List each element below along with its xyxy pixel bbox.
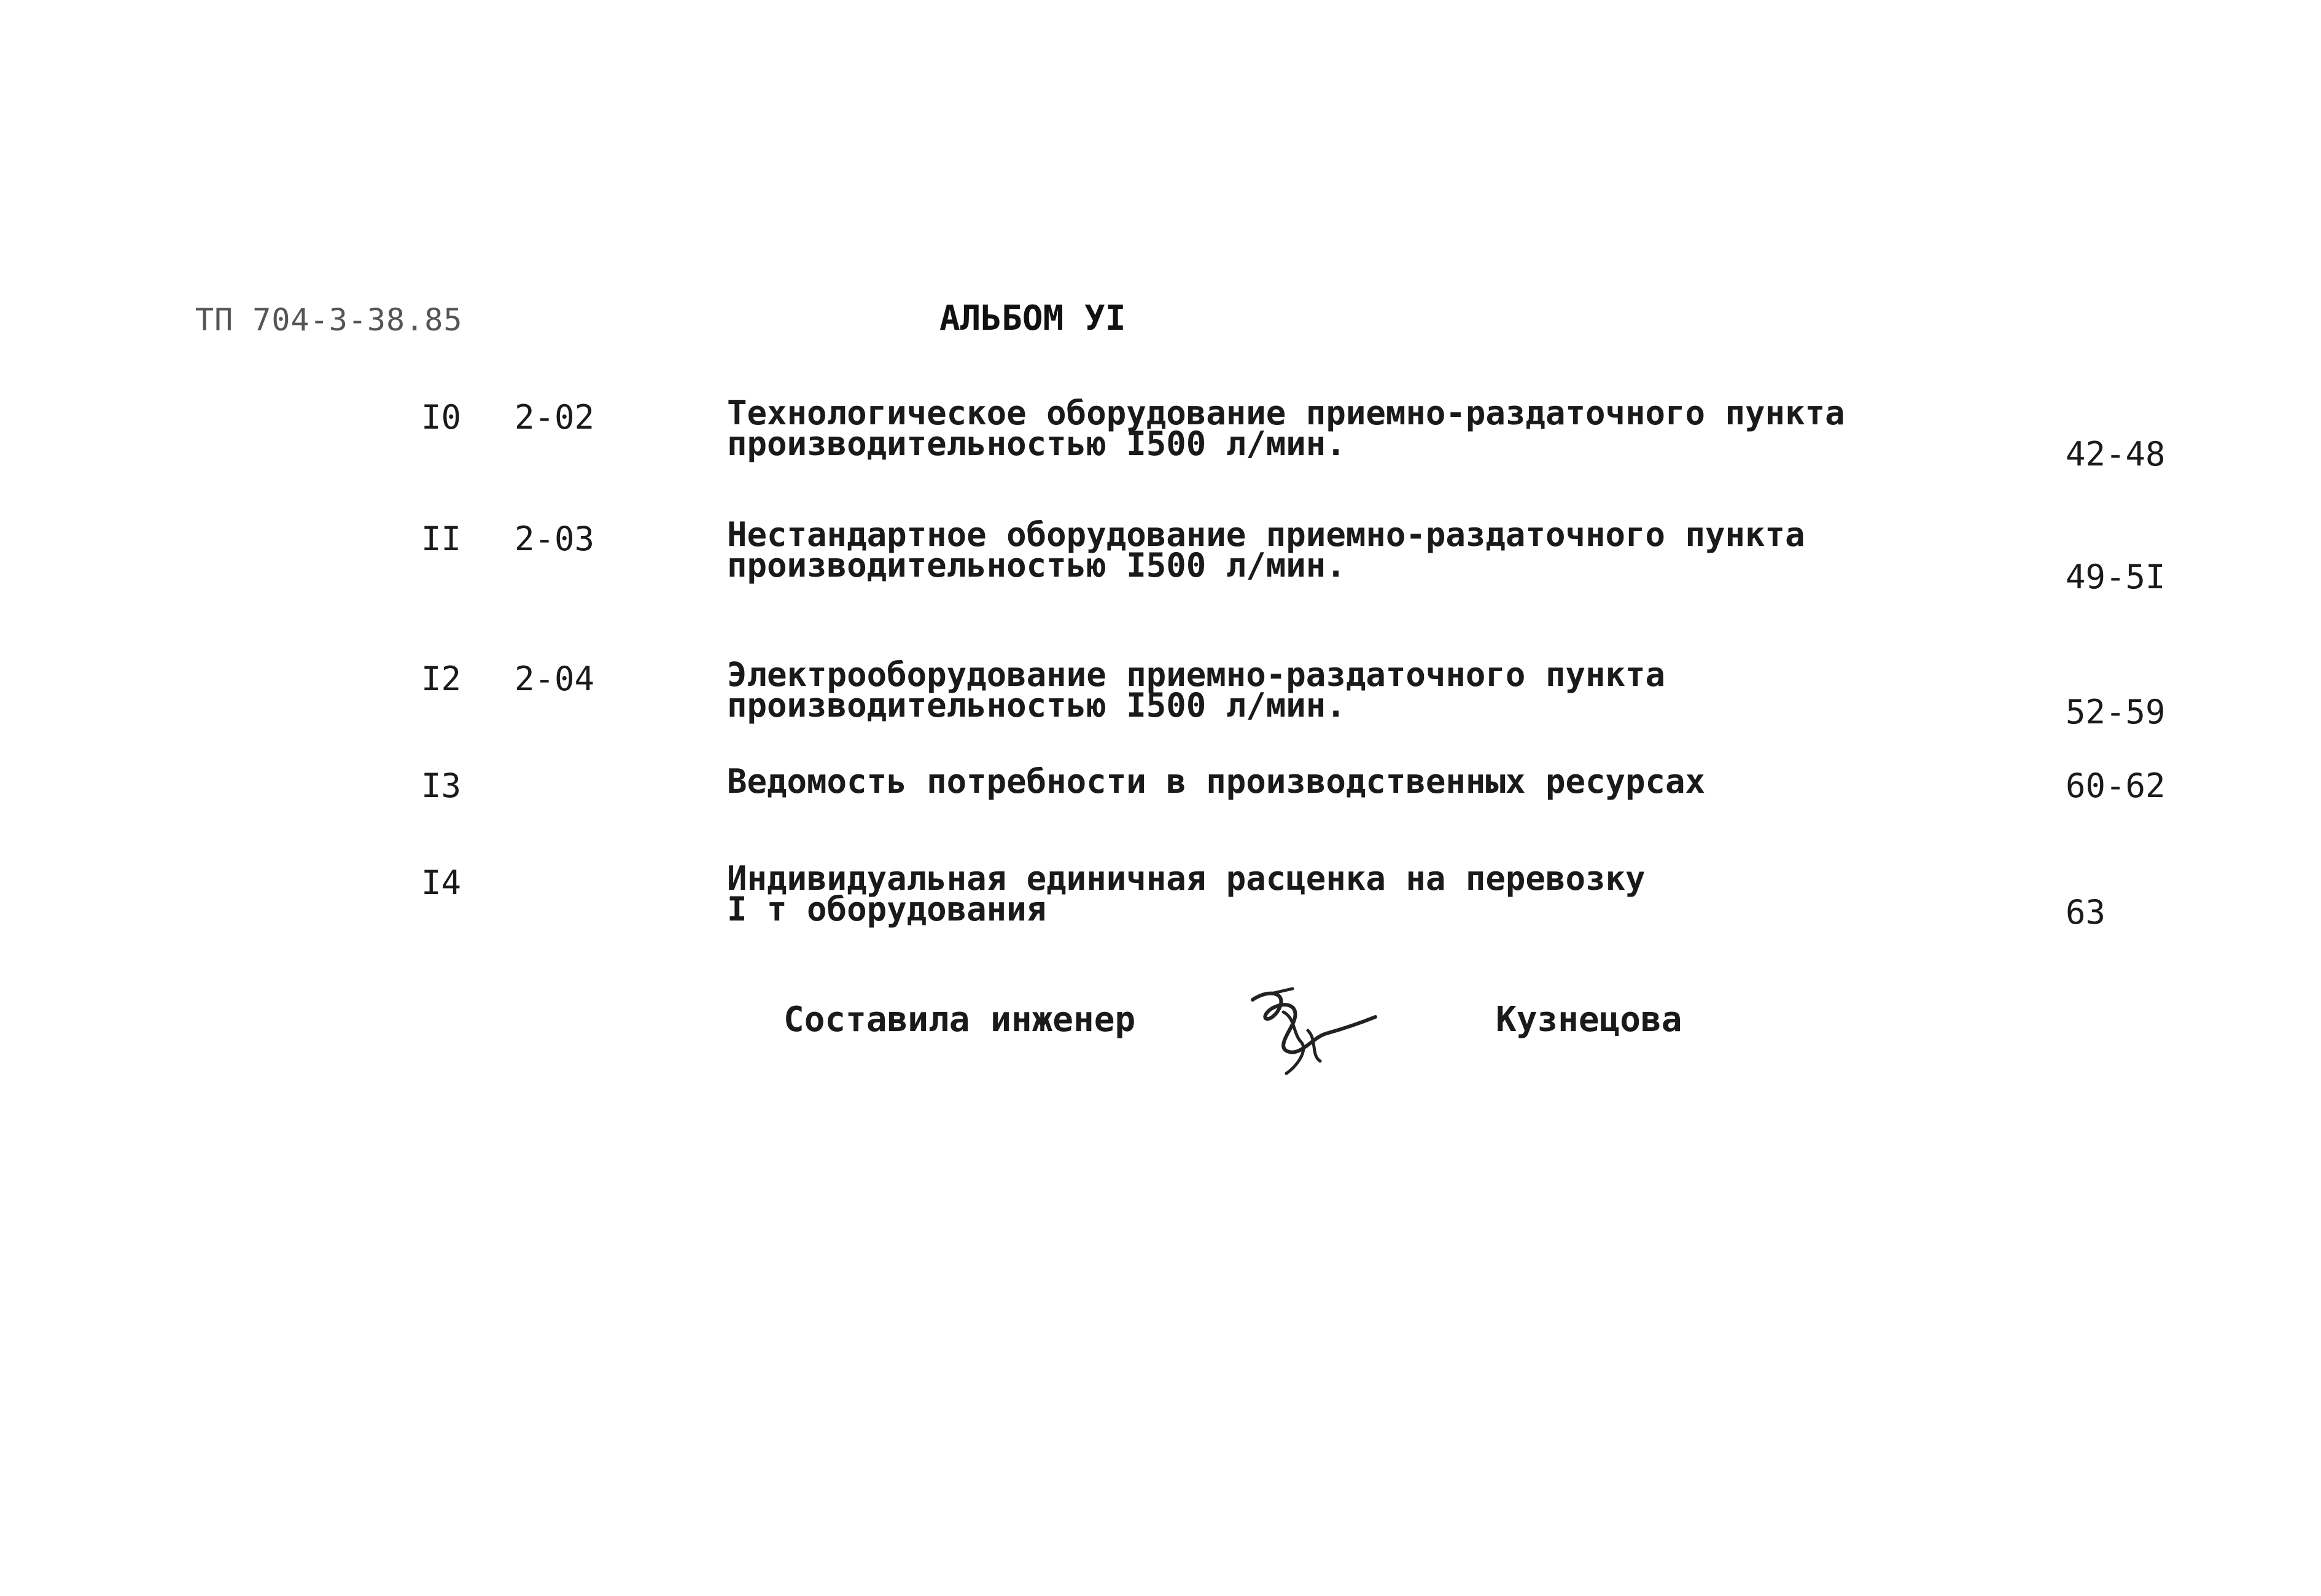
item-title-line: Нестандартное оборудование приемно-раздаточного пункта (727, 515, 1805, 554)
signer-role: Составила инженер (783, 1000, 1136, 1040)
item-number: I0 (421, 398, 462, 437)
item-number: II (421, 520, 462, 558)
item-number: I4 (421, 863, 462, 902)
item-pages: 60-62 (2066, 766, 2166, 805)
item-title (727, 655, 2016, 725)
item-title-line: производительностью I500 л/мин. (727, 686, 1346, 725)
item-code: 2-04 (515, 660, 595, 698)
signature-block (0, 994, 2321, 1092)
item-pages: 42-48 (2066, 435, 2166, 473)
item-title (727, 859, 2016, 928)
item-number: I2 (421, 660, 462, 698)
item-title-line: Электрооборудование приемно-раздаточного пункта (727, 655, 1666, 694)
signer-name: Кузнецова (1496, 1000, 1682, 1040)
item-title-line: производительностью I500 л/мин. (727, 424, 1346, 463)
item-code: 2-03 (515, 520, 595, 558)
item-title-line: Ведомость потребности в производственных ресурсах (727, 762, 1706, 801)
item-number: I3 (421, 766, 462, 805)
item-title-line: производительностью I500 л/мин. (727, 546, 1346, 585)
handwritten-signature (1234, 975, 1382, 1086)
item-code: 2-02 (515, 398, 595, 437)
item-title (727, 762, 2016, 801)
item-pages: 52-59 (2066, 693, 2166, 731)
item-title-line: Технологическое оборудование приемно-раздаточного пункта (727, 394, 1845, 432)
item-title-line: Индивидуальная единичная расценка на перевозку (727, 859, 1646, 898)
item-pages: 49-5I (2066, 558, 2166, 596)
item-title (727, 394, 2016, 463)
item-pages: 63 (2066, 893, 2106, 932)
album-title: АЛЬБОМ УI (939, 298, 1126, 338)
item-title-line: I т оборудования (727, 890, 1047, 928)
item-title (727, 515, 2016, 585)
document-code: ТП 704-3-38.85 (195, 302, 463, 338)
